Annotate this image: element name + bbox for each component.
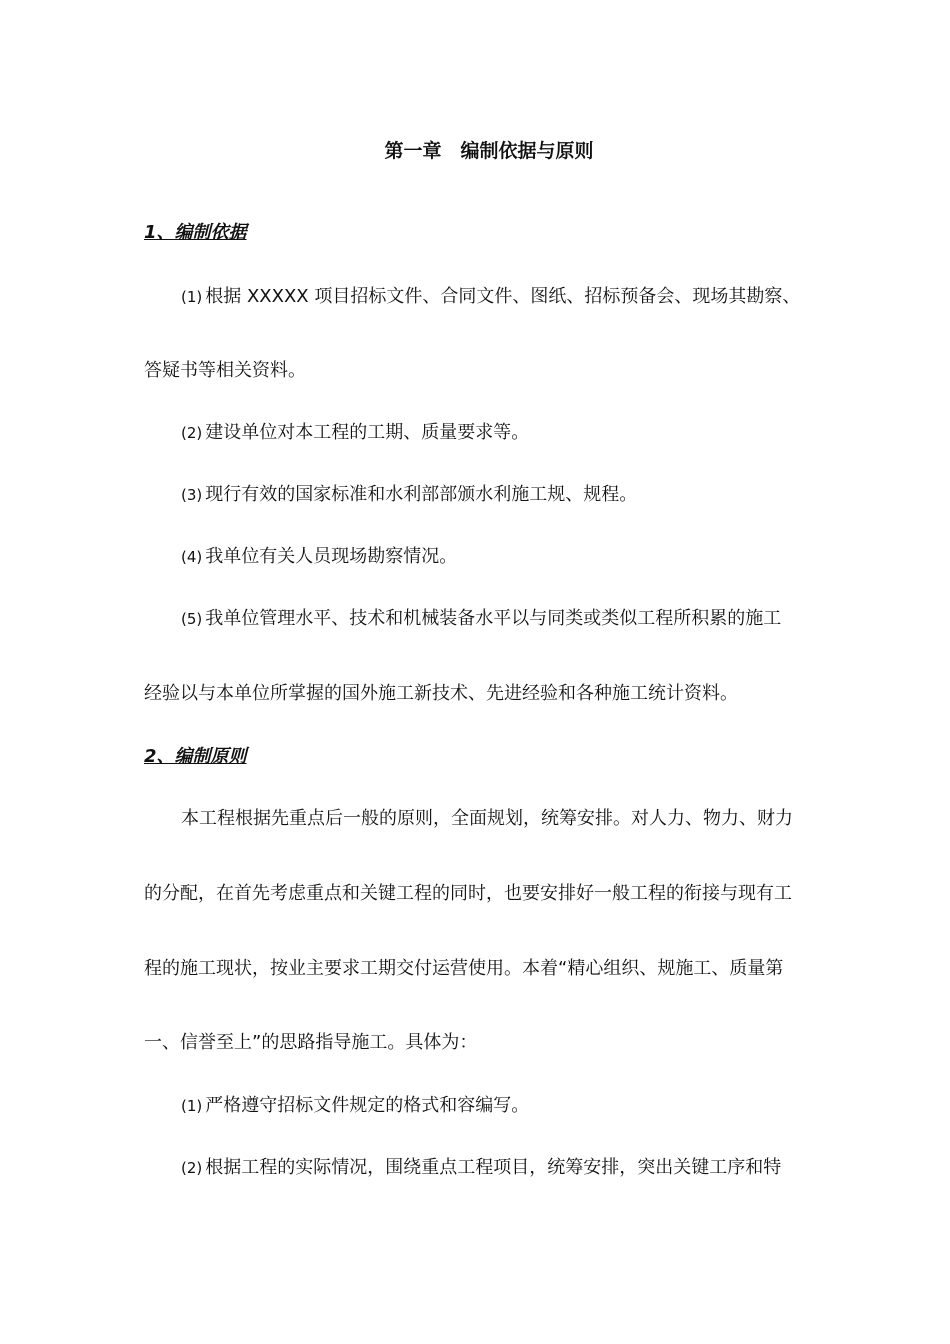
basis-item-4 <box>181 545 843 569</box>
item-number: (4) <box>181 548 203 566</box>
principles-para-line-2: 的分配，在首先考虑重点和关键工程的同时，也要安排好一般工程的衔接与现有工 <box>144 883 792 904</box>
item-number: (5) <box>181 610 203 628</box>
item-text: 我单位有关人员现场勘察情况。 <box>205 546 458 567</box>
item-number: (1) <box>181 288 203 306</box>
principles-para-line-3: 程的施工现状，按业主要求工期交付运营使用。本着“精心组织、规施工、质量第 <box>144 958 784 979</box>
principles-item-2 <box>181 1156 843 1180</box>
basis-item-1-line-2: 答疑书等相关资料。 <box>144 360 306 381</box>
item-text: 建设单位对本工程的工期、质量要求等。 <box>205 422 530 443</box>
item-number: (2) <box>181 424 203 442</box>
item-number: (1) <box>181 1097 203 1115</box>
basis-item-2 <box>181 421 843 445</box>
principles-item-1 <box>181 1094 843 1118</box>
section-heading-basis: 1、编制依据 <box>144 222 247 243</box>
basis-item-5-line-2: 经验以与本单位所掌握的国外施工新技术、先进经验和各种施工统计资料。 <box>144 683 738 704</box>
item-text: 现行有效的国家标准和水利部部颁水利施工规、规程。 <box>205 484 638 505</box>
item-number: (3) <box>181 486 203 504</box>
basis-item-1-line-1 <box>181 285 843 309</box>
item-text: 根据工程的实际情况，围绕重点工程项目，统筹安排，突出关键工序和特 <box>205 1157 782 1178</box>
item-text: 根据 XXXXX 项目招标文件、合同文件、图纸、招标预备会、现场其勘察、 <box>205 286 801 307</box>
item-text: 我单位管理水平、技术和机械装备水平以与同类或类似工程所积累的施工 <box>205 608 782 629</box>
principles-para-line-4: 一、信誉至上”的思路指导施工。具体为： <box>144 1032 478 1053</box>
item-number: (2) <box>181 1159 203 1177</box>
chapter-title: 第一章 编制依据与原则 <box>384 140 594 162</box>
basis-item-3 <box>181 483 843 507</box>
section-heading-principles: 2、编制原则 <box>144 746 247 767</box>
basis-item-5-line-1 <box>181 607 843 631</box>
item-text: 严格遵守招标文件规定的格式和容编写。 <box>205 1095 530 1116</box>
principles-para-line-1: 本工程根据先重点后一般的原则，全面规划，统筹安排。对人力、物力、财力 <box>181 808 793 829</box>
